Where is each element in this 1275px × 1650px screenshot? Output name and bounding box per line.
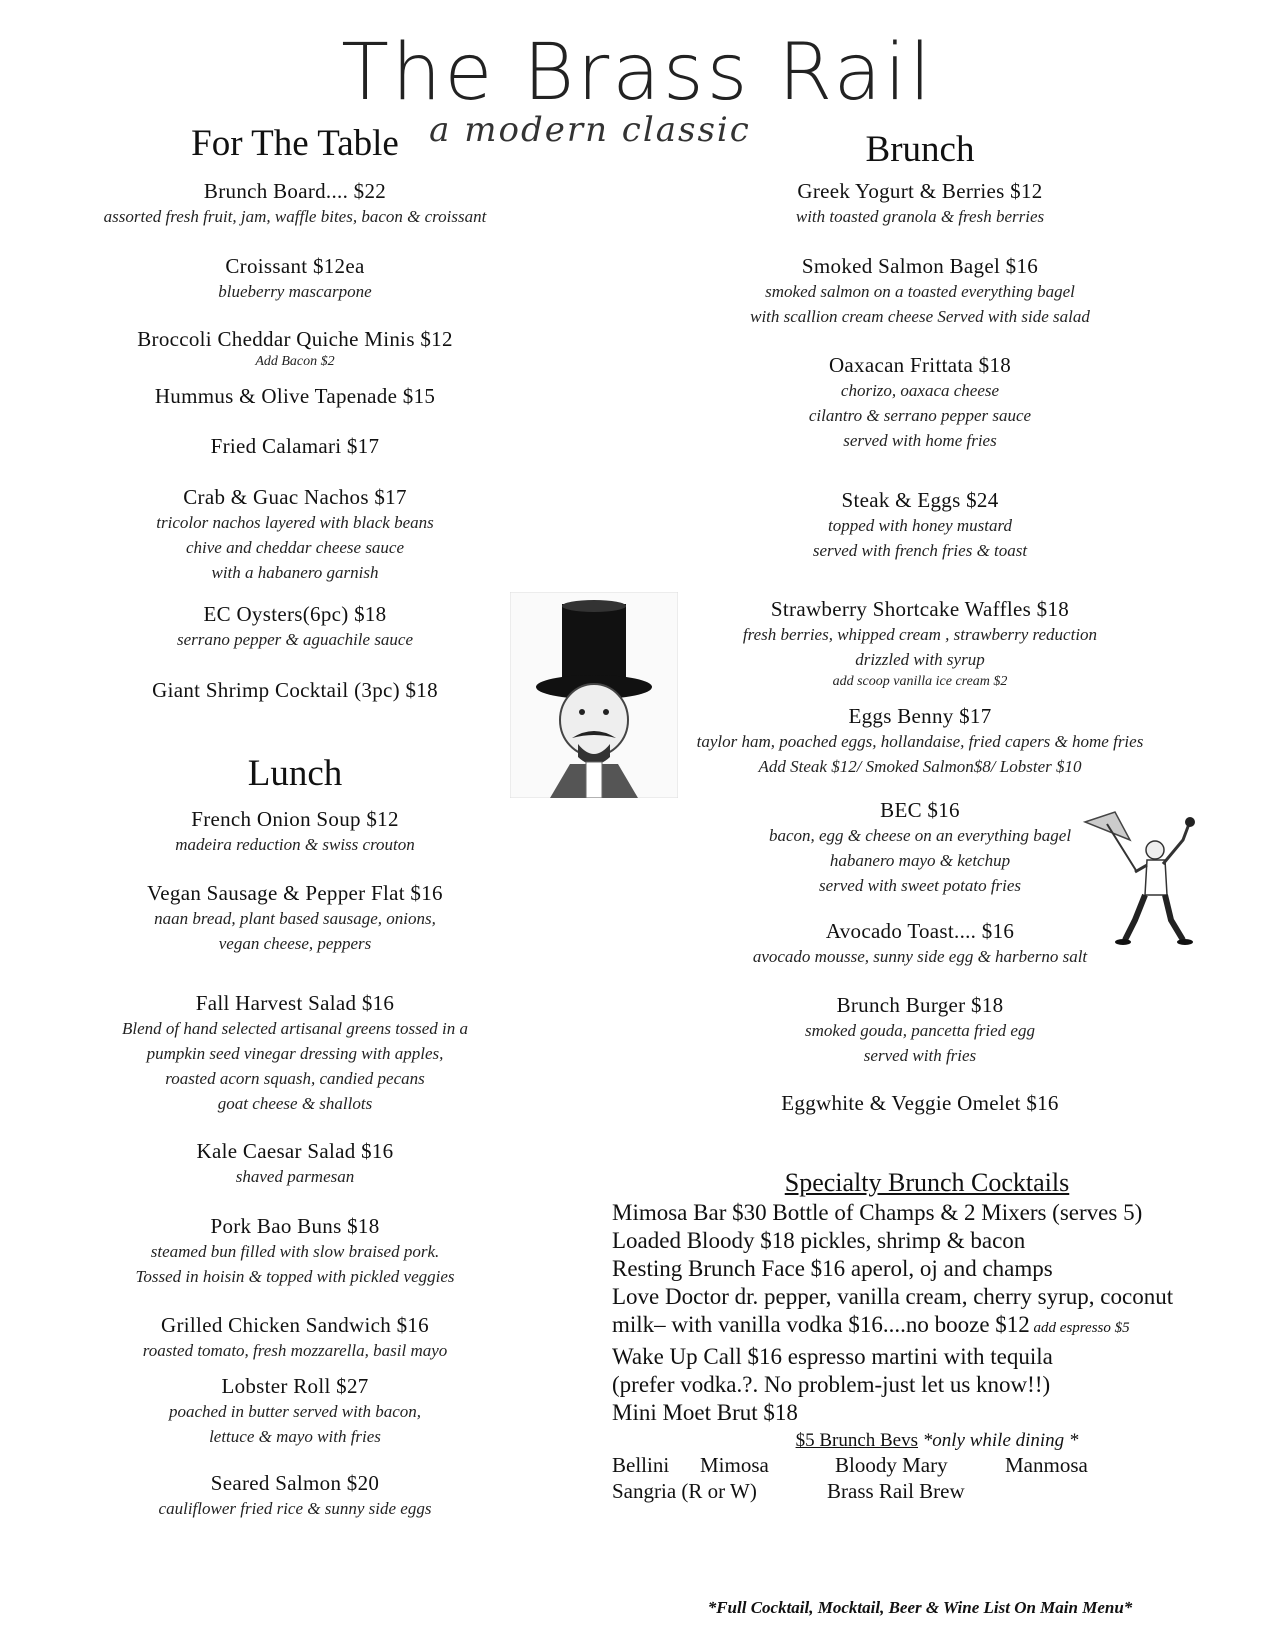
menu-item — [660, 596, 1180, 692]
menu-item-description: Blend of hand selected artisanal greens tossed in a — [122, 1019, 468, 1038]
menu-item-name: EC Oysters(6pc) $18 — [203, 602, 387, 626]
menu-item-name: Steak & Eggs $24 — [841, 488, 999, 512]
menu-item-description: served with sweet potato fries — [818, 876, 1022, 895]
cocktail-description: Bottle of Champs & 2 Mixers (serves 5) — [766, 1200, 1143, 1225]
menu-item-description: cauliflower fried rice & sunny side eggs — [158, 1499, 432, 1518]
menu-item-description: served with fries — [863, 1046, 977, 1065]
menu-item — [660, 352, 1180, 453]
cocktail-description: dr. pepper, vanilla cream, cherry syrup, coconut — [728, 1284, 1174, 1309]
cocktail-line — [612, 1343, 1262, 1370]
menu-item-name: Crab & Guac Nachos $17 — [183, 485, 407, 509]
menu-item-description: blueberry mascarpone — [218, 282, 372, 301]
menu-item-name: Strawberry Shortcake Waffles $18 — [770, 597, 1070, 621]
brunch-bevs-heading — [612, 1430, 1262, 1452]
menu-item-description: naan bread, plant based sausage, onions, — [154, 909, 436, 928]
cocktail-line — [612, 1371, 1262, 1398]
menu-item-description: goat cheese & shallots — [217, 1094, 373, 1113]
cocktail-addon: add espresso $5 — [1029, 1320, 1130, 1336]
menu-item-name: Seared Salmon $20 — [210, 1471, 380, 1495]
menu-item — [60, 326, 530, 372]
menu-item-description: bacon, egg & cheese on an everything bagel — [768, 826, 1072, 845]
bev-item: Manmosa — [1005, 1453, 1088, 1477]
section-heading-for-the-table: For The Table — [191, 123, 399, 164]
menu-item-name: Broccoli Cheddar Quiche Minis $12 — [137, 327, 453, 351]
menu-item-description: roasted tomato, fresh mozzarella, basil mayo — [142, 1341, 448, 1360]
menu-item-name: Croissant $12ea — [225, 254, 365, 278]
menu-item-note: add scoop vanilla ice cream $2 — [832, 674, 1008, 689]
top-hat-gentleman-illustration — [510, 592, 678, 798]
cocktail-line — [612, 1283, 1262, 1310]
menu-item-description: served with french fries & toast — [812, 541, 1028, 560]
menu-item-name: Eggwhite & Veggie Omelet $16 — [781, 1091, 1059, 1115]
menu-item — [60, 484, 530, 585]
menu-item — [60, 880, 530, 956]
menu-item-description: serrano pepper & aguachile sauce — [176, 630, 414, 649]
menu-item-description: with a habanero garnish — [211, 563, 379, 582]
cocktail-description: $18 — [757, 1400, 798, 1425]
menu-item-description: habanero mayo & ketchup — [829, 851, 1011, 870]
menu-item-name: Avocado Toast.... $16 — [825, 919, 1015, 943]
menu-item-description: Add Steak $12/ Smoked Salmon$8/ Lobster $10 — [758, 757, 1082, 776]
menu-item — [660, 1090, 1180, 1116]
cocktail-line — [612, 1311, 1262, 1342]
menu-item-name: Greek Yogurt & Berries $12 — [797, 179, 1043, 203]
cocktail-description: aperol, oj and champs — [845, 1256, 1053, 1281]
menu-item — [60, 433, 530, 459]
menu-item — [60, 601, 530, 652]
menu-item-name: Hummus & Olive Tapenade $15 — [154, 384, 436, 408]
menu-item — [60, 1138, 530, 1189]
menu-item-description: chive and cheddar cheese sauce — [185, 538, 405, 557]
section-heading-brunch: Brunch — [865, 129, 975, 170]
bev-item: Bellini — [612, 1453, 670, 1477]
menu-item-description: topped with honey mustard — [828, 516, 1012, 535]
menu-item-description: smoked salmon on a toasted everything bagel — [765, 282, 1075, 301]
bev-item: Mimosa — [700, 1453, 769, 1477]
cocktail-name: Mimosa Bar $30 — [612, 1200, 767, 1225]
cocktail-description: pickles, shrimp & bacon — [794, 1228, 1026, 1253]
cocktail-line — [612, 1255, 1262, 1282]
tagline: a modern classic — [429, 110, 751, 150]
menu-item-name: Brunch Burger $18 — [836, 993, 1004, 1017]
menu-item-description: vegan cheese, peppers — [218, 934, 372, 953]
cocktail-description: espresso martini with tequila — [781, 1344, 1053, 1369]
cocktail-description: (prefer vodka.?. No problem-just let us know!!) — [612, 1372, 1051, 1397]
menu-item-name: Eggs Benny $17 — [848, 704, 992, 728]
menu-item — [60, 1470, 530, 1521]
bevs-row-2 — [612, 1478, 1262, 1504]
bev-item: Brass Rail Brew — [827, 1479, 965, 1503]
menu-item-name: Pork Bao Buns $18 — [210, 1214, 380, 1238]
menu-item-description: roasted acorn squash, candied pecans — [165, 1069, 425, 1088]
menu-item-name: Lobster Roll $27 — [221, 1374, 369, 1398]
menu-item — [660, 178, 1180, 229]
brunch-bevs-title: $5 Brunch Bevs — [795, 1430, 918, 1451]
cocktail-line — [612, 1199, 1262, 1226]
menu-item-name: Giant Shrimp Cocktail (3pc) $18 — [152, 678, 438, 702]
footer-note: *Full Cocktail, Mocktail, Beer & Wine List On Main Menu* — [707, 1598, 1133, 1617]
menu-item-description: tricolor nachos layered with black beans — [156, 513, 434, 532]
menu-item-name: Grilled Chicken Sandwich $16 — [161, 1313, 429, 1337]
cocktail-line — [612, 1227, 1262, 1254]
menu-item-note: Add Bacon $2 — [255, 354, 335, 369]
bev-item: Sangria (R or W) — [612, 1479, 757, 1503]
cocktails-heading: Specialty Brunch Cocktails — [784, 1168, 1070, 1197]
menu-item — [660, 487, 1180, 563]
menu-item-name: French Onion Soup $12 — [191, 807, 399, 831]
menu-item — [60, 253, 530, 304]
menu-item-name: Oaxacan Frittata $18 — [828, 353, 1012, 377]
section-heading-lunch: Lunch — [247, 753, 343, 794]
umbrella-man-illustration — [1075, 810, 1205, 950]
menu-item-description: chorizo, oaxaca cheese — [840, 381, 1000, 400]
menu-item-name: Kale Caesar Salad $16 — [196, 1139, 394, 1163]
cocktails-section — [612, 1168, 1262, 1504]
menu-item-name: BEC $16 — [880, 798, 960, 822]
menu-item-description: Tossed in hoisin & topped with pickled veggies — [135, 1267, 455, 1286]
menu-item — [60, 677, 530, 703]
menu-item-description: shaved parmesan — [235, 1167, 355, 1186]
menu-item-description: fresh berries, whipped cream , strawberry reduction — [742, 625, 1098, 644]
cocktail-name: Love Doctor — [612, 1284, 729, 1309]
menu-item — [60, 1312, 530, 1363]
menu-item-description: avocado mousse, sunny side egg & harberno salt — [752, 947, 1088, 966]
menu-item-description: assorted fresh fruit, jam, waffle bites, bacon & croissant — [103, 207, 487, 226]
bevs-row-1 — [612, 1452, 1262, 1478]
menu-item-name: Fall Harvest Salad $16 — [195, 991, 395, 1015]
menu-item — [660, 992, 1180, 1068]
menu-item-name: Smoked Salmon Bagel $16 — [801, 254, 1039, 278]
cocktail-name: Mini Moet Brut — [612, 1400, 758, 1425]
menu-item-description: madeira reduction & swiss crouton — [175, 835, 415, 854]
cocktail-description: milk– with vanilla vodka $16....no booze $12 — [612, 1312, 1030, 1337]
menu-item — [60, 1213, 530, 1289]
menu-item-name: Fried Calamari $17 — [210, 434, 380, 458]
menu-item-description: with scallion cream cheese Served with side salad — [750, 307, 1090, 326]
menu-item — [60, 178, 530, 229]
bev-item: Bloody Mary — [835, 1453, 948, 1477]
menu-item-name: Vegan Sausage & Pepper Flat $16 — [147, 881, 443, 905]
menu-item — [60, 806, 530, 857]
menu-item-description: with toasted granola & fresh berries — [795, 207, 1045, 226]
menu-item-description: served with home fries — [843, 431, 997, 450]
cocktail-name: Resting Brunch Face $16 — [612, 1256, 846, 1281]
menu-item-description: poached in butter served with bacon, — [168, 1402, 422, 1421]
menu-item — [660, 253, 1180, 329]
menu-item-description: pumpkin seed vinegar dressing with apples, — [146, 1044, 444, 1063]
cocktail-name: Loaded Bloody $18 — [612, 1228, 795, 1253]
cocktail-line — [612, 1399, 1262, 1426]
menu-item-name: Brunch Board.... $22 — [203, 179, 387, 203]
menu-item — [60, 383, 530, 409]
logo-title: The Brass Rail — [341, 28, 934, 118]
menu-item-description: drizzled with syrup — [855, 650, 985, 669]
brunch-bevs-note: *only while dining * — [918, 1430, 1079, 1451]
menu-item-description: lettuce & mayo with fries — [209, 1427, 381, 1446]
menu-item-description: taylor ham, poached eggs, hollandaise, fried capers & home fries — [696, 732, 1144, 751]
cocktail-name: Wake Up Call $16 — [612, 1344, 782, 1369]
menu-item — [60, 990, 530, 1116]
menu-item-description: smoked gouda, pancetta fried egg — [805, 1021, 1035, 1040]
menu-item-description: steamed bun filled with slow braised pork. — [150, 1242, 440, 1261]
menu-item — [660, 703, 1180, 779]
menu-item-description: cilantro & serrano pepper sauce — [808, 406, 1032, 425]
menu-item — [60, 1373, 530, 1449]
